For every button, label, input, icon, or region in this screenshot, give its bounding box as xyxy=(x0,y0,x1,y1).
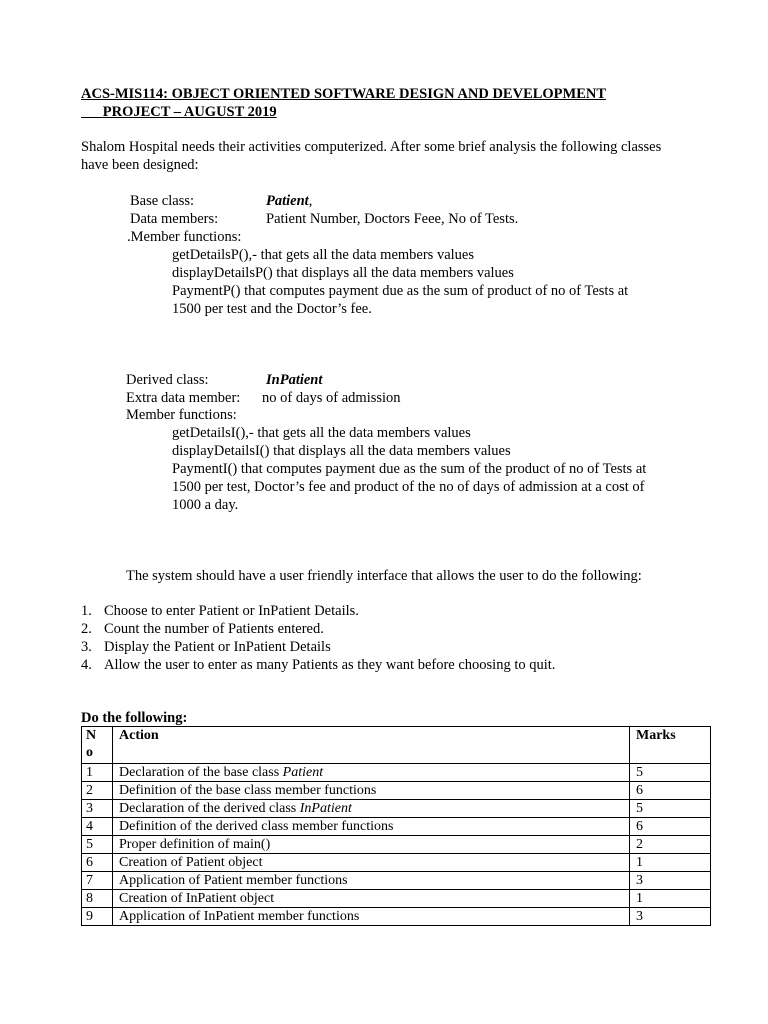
base-members: Patient Number, Doctors Feee, No of Tests. xyxy=(266,211,519,227)
row-action-text: Definition of the base class member functions xyxy=(119,783,377,798)
row-action-text: Declaration of the base class xyxy=(119,765,283,780)
table-row xyxy=(82,854,711,872)
derived-function-3: PaymentI() that computes payment due as the sum of the product of no of Tests at xyxy=(172,461,647,477)
row-action xyxy=(113,908,630,926)
row-no: 9 xyxy=(82,908,113,926)
row-marks: 6 xyxy=(630,782,711,800)
derived-function-1: getDetailsI(),- that gets all the data members values xyxy=(172,425,471,441)
row-marks: 3 xyxy=(630,908,711,926)
row-no: 6 xyxy=(82,854,113,872)
row-action-italic: InPatient xyxy=(299,801,352,816)
base-function-1: getDetailsP(),- that gets all the data members values xyxy=(172,247,474,263)
intro-line-1: Shalom Hospital needs their activities computerized. After some brief analysis the following classes xyxy=(81,139,662,155)
course-title: ACS-MIS114: OBJECT ORIENTED SOFTWARE DESIGN AND DEVELOPMENT xyxy=(81,86,607,102)
row-action xyxy=(113,872,630,890)
base-class-name xyxy=(266,192,312,210)
derived-functions-label: Member functions: xyxy=(126,407,237,423)
row-no: 1 xyxy=(82,764,113,782)
row-marks: 3 xyxy=(630,872,711,890)
row-action-text: Application of Patient member functions xyxy=(119,873,348,888)
table-row xyxy=(82,872,711,890)
system-item-4-num: 4. xyxy=(81,657,92,673)
base-function-3-cont: 1500 per test and the Doctor’s fee. xyxy=(172,301,372,317)
base-class-label: Base class: xyxy=(130,193,195,209)
table-row xyxy=(82,800,711,818)
table-row xyxy=(82,836,711,854)
row-marks: 5 xyxy=(630,800,711,818)
row-action-text: Creation of Patient object xyxy=(119,855,263,870)
system-item-3-num: 3. xyxy=(81,639,92,655)
row-marks: 5 xyxy=(630,764,711,782)
table-row xyxy=(82,890,711,908)
task-heading: Do the following: xyxy=(81,710,188,726)
system-item-2: Count the number of Patients entered. xyxy=(104,621,324,637)
base-function-2: displayDetailsP() that displays all the data members values xyxy=(172,265,514,281)
table-row xyxy=(82,908,711,926)
project-title-text: PROJECT – AUGUST 2019 xyxy=(102,104,277,120)
row-action-italic: Patient xyxy=(282,765,324,780)
base-functions-label: .Member functions: xyxy=(127,229,242,245)
base-class-name-suffix: , xyxy=(308,193,313,209)
col-header-marks: Marks xyxy=(630,727,711,764)
intro-line-2: have been designed: xyxy=(81,157,199,173)
row-marks: 1 xyxy=(630,890,711,908)
row-action xyxy=(113,836,630,854)
derived-members: no of days of admission xyxy=(262,390,401,406)
system-item-2-num: 2. xyxy=(81,621,92,637)
system-intro: The system should have a user friendly interface that allows the user to do the following: xyxy=(126,568,642,584)
row-no: 5 xyxy=(82,836,113,854)
derived-class-label: Derived class: xyxy=(126,372,209,388)
system-item-4: Allow the user to enter as many Patients as they want before choosing to quit. xyxy=(104,657,556,673)
project-title xyxy=(81,103,277,121)
row-action-text: Definition of the derived class member functions xyxy=(119,819,394,834)
row-action xyxy=(113,764,630,782)
table-row xyxy=(82,818,711,836)
col-header-no xyxy=(82,727,113,764)
col-header-no-line1: N xyxy=(86,728,97,743)
col-header-action: Action xyxy=(113,727,630,764)
row-action xyxy=(113,800,630,818)
row-no: 8 xyxy=(82,890,113,908)
row-action-text: Proper definition of main() xyxy=(119,837,271,852)
row-action xyxy=(113,854,630,872)
system-item-1: Choose to enter Patient or InPatient Details. xyxy=(104,603,359,619)
row-action-text: Declaration of the derived class xyxy=(119,801,300,816)
row-marks: 2 xyxy=(630,836,711,854)
row-marks: 6 xyxy=(630,818,711,836)
marks-table xyxy=(81,726,711,926)
derived-function-2: displayDetailsI() that displays all the data members values xyxy=(172,443,511,459)
col-header-no-line2: o xyxy=(86,745,93,760)
system-item-3: Display the Patient or InPatient Details xyxy=(104,639,331,655)
row-no: 7 xyxy=(82,872,113,890)
row-no: 3 xyxy=(82,800,113,818)
row-action-text: Creation of InPatient object xyxy=(119,891,275,906)
derived-members-label: Extra data member: xyxy=(126,390,241,406)
table-header-row xyxy=(82,727,711,764)
derived-function-3-cont: 1500 per test, Doctor’s fee and product of the no of days of admission at a cost of xyxy=(172,479,645,495)
base-members-label: Data members: xyxy=(130,211,219,227)
table-row xyxy=(82,764,711,782)
table-row xyxy=(82,782,711,800)
derived-class-name: InPatient xyxy=(266,372,323,388)
row-no: 2 xyxy=(82,782,113,800)
base-function-3: PaymentP() that computes payment due as the sum of product of no of Tests at xyxy=(172,283,629,299)
row-marks: 1 xyxy=(630,854,711,872)
row-action xyxy=(113,782,630,800)
derived-function-3-cont2: 1000 a day. xyxy=(172,497,239,513)
row-action-text: Application of InPatient member functions xyxy=(119,909,360,924)
row-action xyxy=(113,890,630,908)
row-no: 4 xyxy=(82,818,113,836)
row-action xyxy=(113,818,630,836)
base-class-name-text: Patient xyxy=(266,193,309,209)
system-item-1-num: 1. xyxy=(81,603,92,619)
